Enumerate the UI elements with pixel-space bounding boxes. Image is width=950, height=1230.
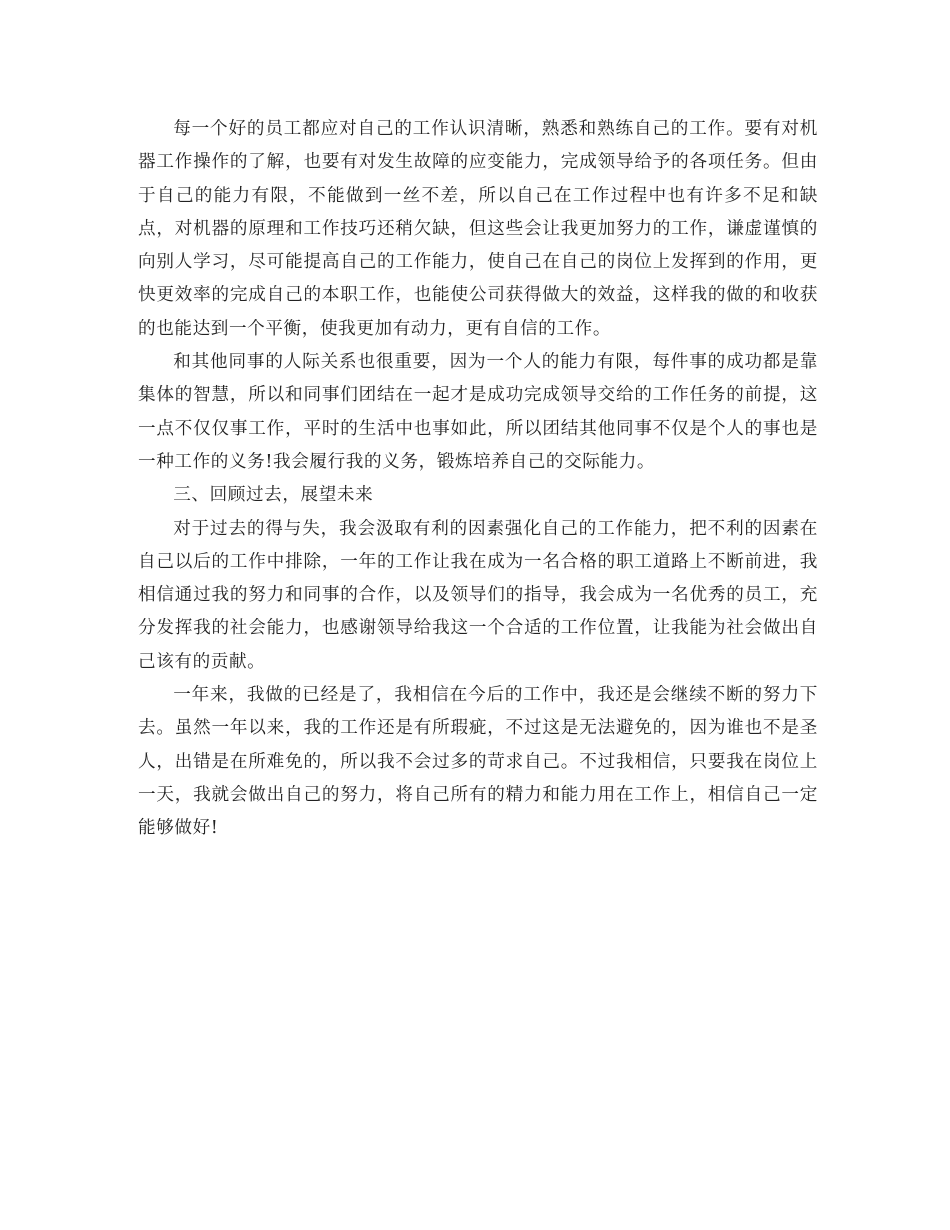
paragraph-year-summary: 一年来，我做的已经是了，我相信在今后的工作中，我还是会继续不断的努力下去。虽然一年以来，我的工作还是有所瑕疵，不过这是无法避免的，因为谁也不是圣人，出错是在所难免的，所以我不会过多的苛求自己。不过我相信，只要我在岗位上一天，我就会做出自己的努力，将自己所有的精力和能力用在工作上，相信自己一定能够做好! [138, 685, 818, 839]
document-body [138, 113, 818, 846]
paragraph-colleague-relations: 和其他同事的人际关系也很重要，因为一个人的能力有限，每件事的成功都是靠集体的智慧，所以和同事们团结在一起才是成功完成领导交给的工作任务的前提，这一点不仅仅事工作，平时的生活中也事如此，所以团结其他同事不仅是个人的事也是一种工作的义务!我会履行我的义务，锻炼培养自己的交际能力。 [138, 352, 818, 472]
paragraph-past-gains-losses: 对于过去的得与失，我会汲取有利的因素强化自己的工作能力，把不利的因素在自己以后的工作中排除，一年的工作让我在成为一名合格的职工道路上不断前进，我相信通过我的努力和同事的合作，以及领导们的指导，我会成为一名优秀的员工，充分发挥我的社会能力，也感谢领导给我这一个合适的工作位置，让我能为社会做出自己该有的贡献。 [138, 518, 818, 672]
section-heading-review-and-outlook: 三、回顾过去，展望未来 [173, 485, 374, 506]
paragraph-work-understanding: 每一个好的员工都应对自己的工作认识清晰，熟悉和熟练自己的工作。要有对机器工作操作的了解，也要有对发生故障的应变能力，完成领导给予的各项任务。但由于自己的能力有限，不能做到一丝不差，所以自己在工作过程中也有许多不足和缺点，对机器的原理和工作技巧还稍欠缺，但这些会让我更加努力的工作，谦虚谨慎的向别人学习，尽可能提高自己的工作能力，使自己在自己的岗位上发挥到的作用，更快更效率的完成自己的本职工作，也能使公司获得做大的效益，这样我的做的和收获的也能达到一个平衡，使我更加有动力，更有自信的工作。 [138, 119, 818, 339]
